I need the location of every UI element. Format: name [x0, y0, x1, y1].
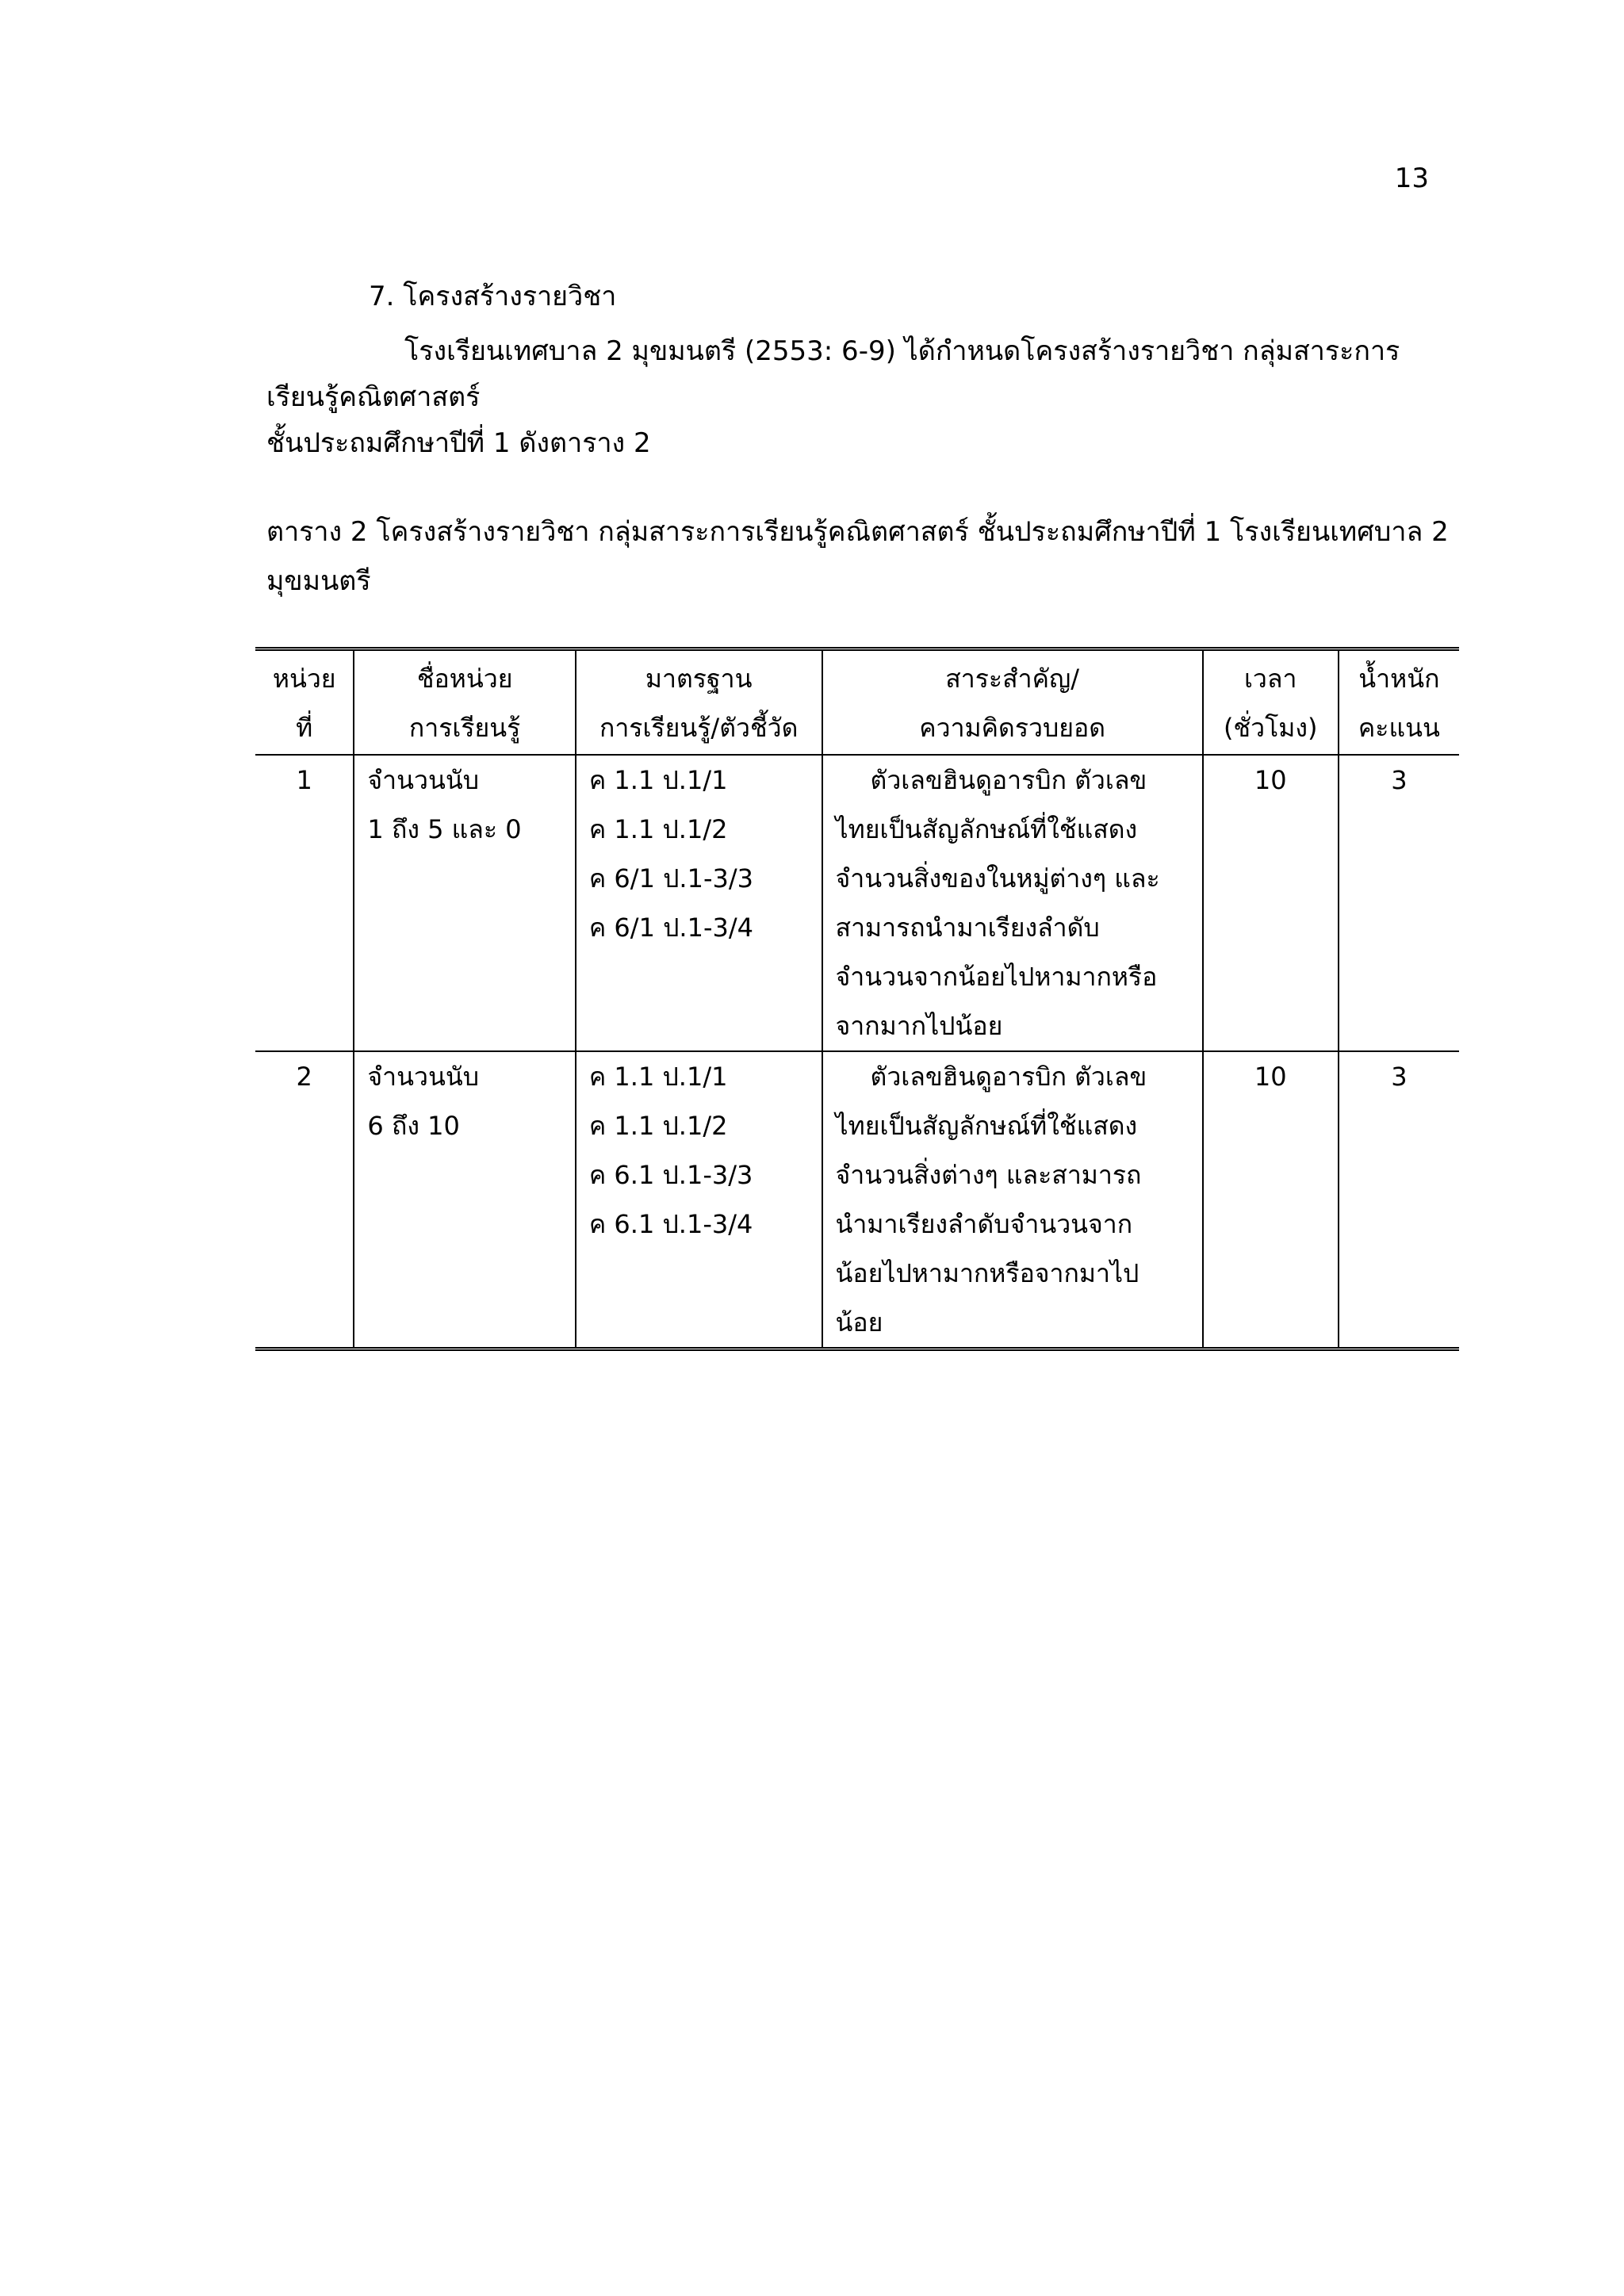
cell-standards: ค 1.1 ป.1/1 ค 1.1 ป.1/2 ค 6.1 ป.1-3/3 ค 6.1 ป.1-3/4	[576, 1051, 822, 1349]
header-unit: หน่วย ที่	[255, 649, 354, 756]
page-number: 13	[1394, 163, 1429, 194]
section-heading: 7. โครงสร้างรายวิชา	[369, 281, 617, 312]
table-row	[255, 755, 1459, 1051]
cell-concept: ตัวเลขฮินดูอารบิก ตัวเลข ไทยเป็นสัญลักษณ์ที่ใช้แสดง จำนวนสิ่งของในหมู่ต่างๆ และ สามารถนำมาเรียงลำดับ จำนวนจากน้อยไปหามากหรือ จากมากไปน้อย	[822, 755, 1203, 1051]
cell-standards: ค 1.1 ป.1/1 ค 1.1 ป.1/2 ค 6/1 ป.1-3/3 ค 6/1 ป.1-3/4	[576, 755, 822, 1051]
cell-concept: ตัวเลขฮินดูอารบิก ตัวเลข ไทยเป็นสัญลักษณ์ที่ใช้แสดง จำนวนสิ่งต่างๆ และสามารถ นำมาเรียงลำดับจำนวนจาก น้อยไปหามากหรือจากมาไป น้อย	[822, 1051, 1203, 1349]
intro-line-3: ชั้นประถมศึกษาปีที่ 1 ดังตาราง 2	[266, 427, 651, 459]
cell-time: 10	[1203, 1051, 1339, 1349]
cell-time: 10	[1203, 755, 1339, 1051]
table-row	[255, 1051, 1459, 1349]
course-structure-table	[255, 647, 1459, 1351]
header-standard: มาตรฐาน การเรียนรู้/ตัวชี้วัด	[576, 649, 822, 756]
cell-weight: 3	[1339, 1051, 1459, 1349]
cell-unit-name: จำนวนนับ 6 ถึง 10	[354, 1051, 575, 1349]
cell-unit: 1	[255, 755, 354, 1051]
header-unit-name: ชื่อหน่วย การเรียนรู้	[354, 649, 575, 756]
intro-paragraph	[266, 328, 1456, 466]
cell-unit: 2	[255, 1051, 354, 1349]
intro-line-2: เรียนรู้คณิตศาสตร์	[266, 381, 481, 413]
header-time: เวลา (ชั่วโมง)	[1203, 649, 1339, 756]
table-header-row	[255, 649, 1459, 756]
cell-unit-name: จำนวนนับ 1 ถึง 5 และ 0	[354, 755, 575, 1051]
table-caption	[266, 507, 1456, 606]
caption-line-2: มุขมนตรี	[266, 565, 371, 597]
header-weight: น้ำหนัก คะแนน	[1339, 649, 1459, 756]
intro-line-1: โรงเรียนเทศบาล 2 มุขมนตรี (2553: 6-9) ได้กำหนดโครงสร้างรายวิชา กลุ่มสาระการ	[404, 335, 1400, 367]
caption-line-1: ตาราง 2 โครงสร้างรายวิชา กลุ่มสาระการเรียนรู้คณิตศาสตร์ ชั้นประถมศึกษาปีที่ 1 โรงเรียนเทศบาล 2	[266, 516, 1449, 548]
cell-weight: 3	[1339, 755, 1459, 1051]
header-concept: สาระสำคัญ/ ความคิดรวบยอด	[822, 649, 1203, 756]
